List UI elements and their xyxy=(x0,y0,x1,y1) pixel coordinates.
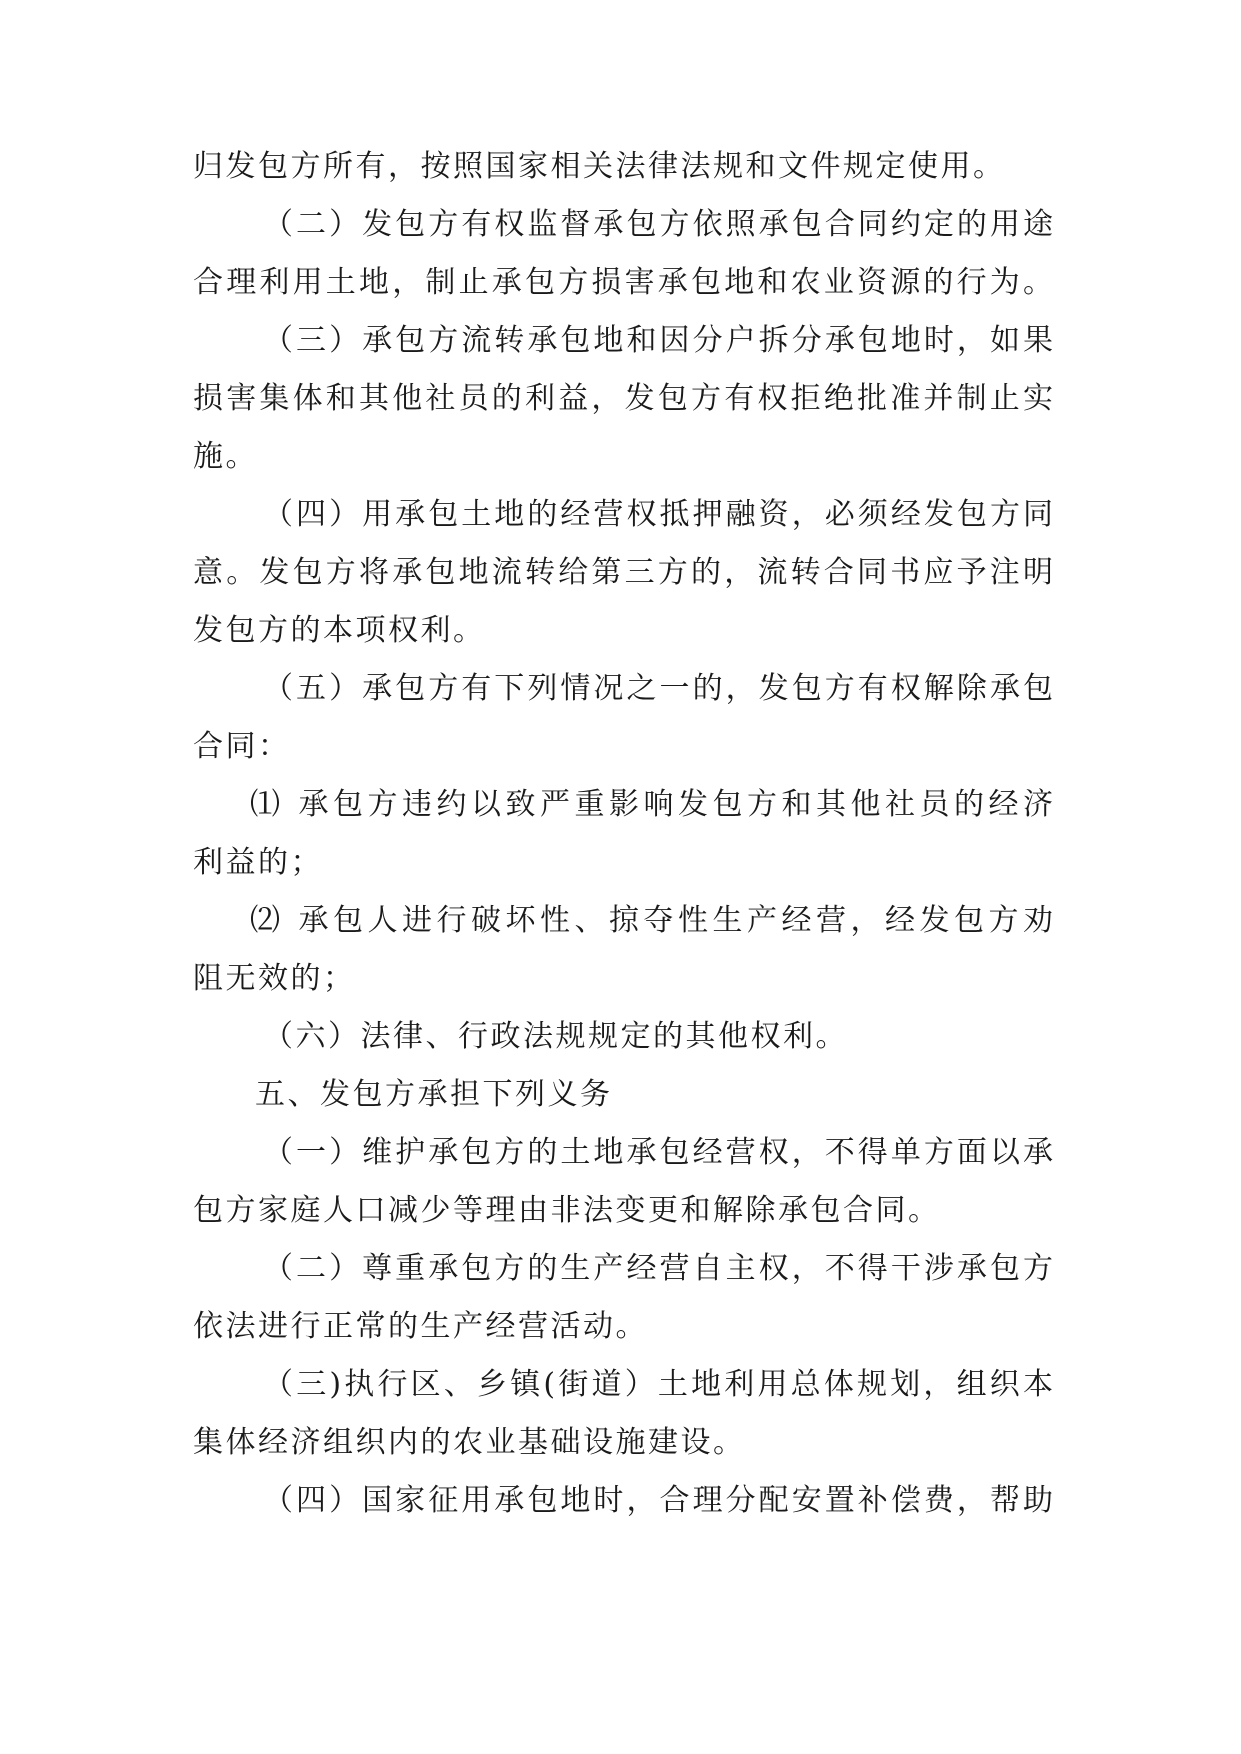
text-line: （二）尊重承包方的生产经营自主权，不得干涉承包方 xyxy=(263,1251,1053,1286)
text-line: 合理利用土地，制止承包方损害承包地和农业资源的行为。 xyxy=(193,265,1053,300)
text-line: 意。发包方将承包地流转给第三方的，流转合同书应予注明 xyxy=(193,555,1053,590)
text-line: 施。 xyxy=(193,439,258,474)
text-line: 集体经济组织内的农业基础设施建设。 xyxy=(193,1425,746,1460)
text-line: （三）承包方流转承包地和因分户拆分承包地时，如果 xyxy=(263,323,1053,358)
text-line: 依法进行正常的生产经营活动。 xyxy=(193,1309,648,1344)
text-line: （三)执行区、乡镇(街道）土地利用总体规划，组织本 xyxy=(263,1367,1053,1402)
text-line: ⑴ 承包方违约以致严重影响发包方和其他社员的经济 xyxy=(250,787,1053,822)
section-heading: 五、发包方承担下列义务 xyxy=(255,1077,613,1112)
text-line: 阻无效的； xyxy=(193,961,356,996)
text-line: （六）法律、行政法规规定的其他权利。 xyxy=(263,1019,848,1054)
text-line: 损害集体和其他社员的利益，发包方有权拒绝批准并制止实 xyxy=(193,381,1053,416)
text-line: 归发包方所有，按照国家相关法律法规和文件规定使用。 xyxy=(193,149,1006,184)
text-line: 发包方的本项权利。 xyxy=(193,613,486,648)
text-line: ⑵ 承包人进行破坏性、掠夺性生产经营，经发包方劝 xyxy=(250,903,1053,938)
text-line: 利益的； xyxy=(193,845,323,880)
text-line: （二）发包方有权监督承包方依照承包合同约定的用途 xyxy=(263,207,1053,242)
text-line: （一）维护承包方的土地承包经营权，不得单方面以承 xyxy=(263,1135,1053,1170)
text-line: 包方家庭人口减少等理由非法变更和解除承包合同。 xyxy=(193,1193,941,1228)
text-line: （四）国家征用承包地时，合理分配安置补偿费，帮助 xyxy=(263,1483,1053,1518)
text-line: 合同： xyxy=(193,729,291,764)
text-line: （五）承包方有下列情况之一的，发包方有权解除承包 xyxy=(263,671,1053,706)
text-line: （四）用承包土地的经营权抵押融资，必须经发包方同 xyxy=(263,497,1053,532)
